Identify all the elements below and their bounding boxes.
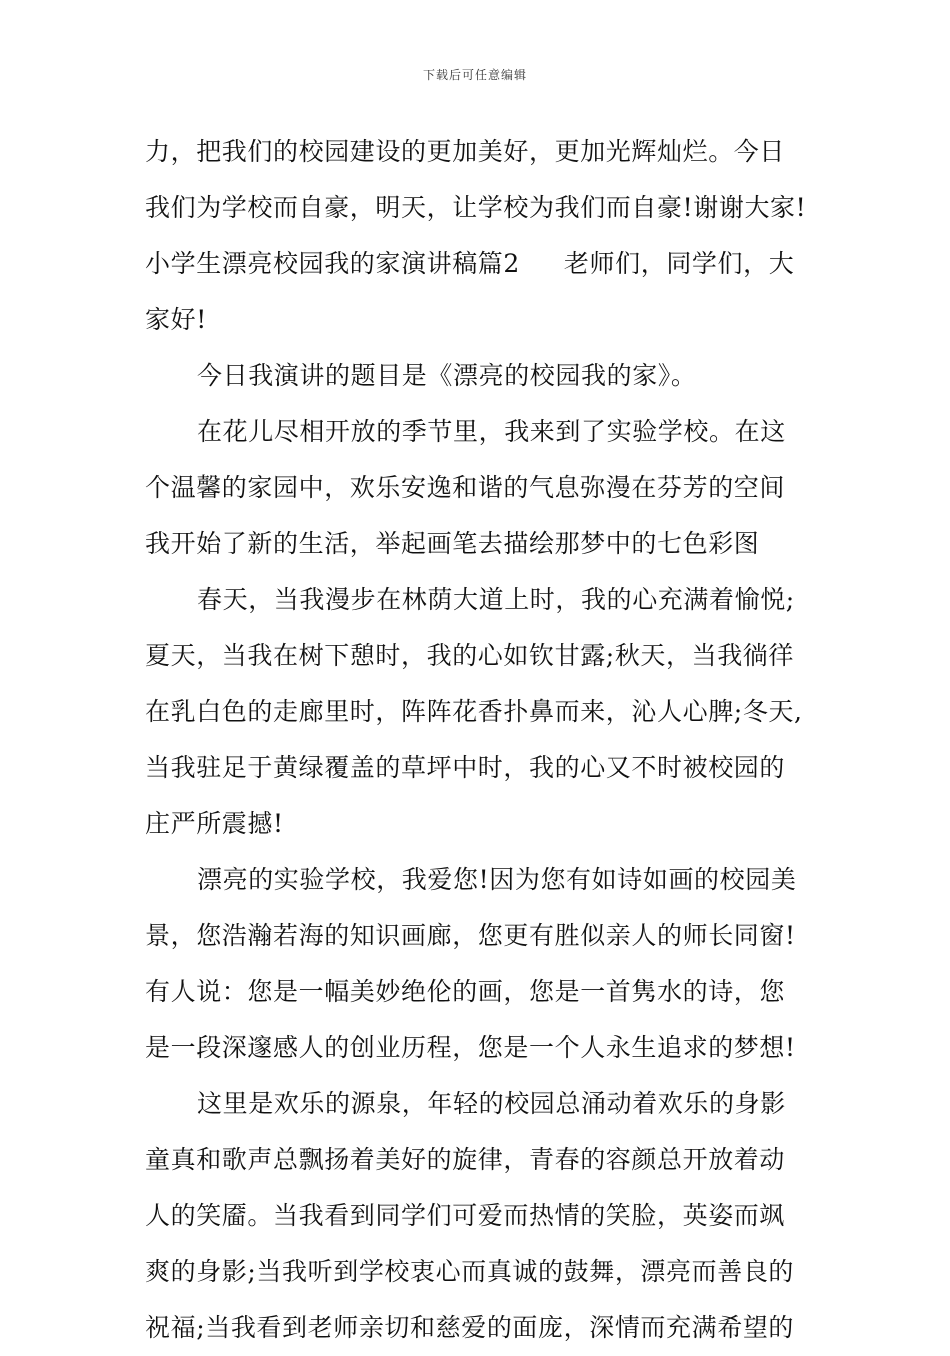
text-line: 人的笑靥。当我看到同学们可爱而热情的笑脸，英姿而飒 [145,1201,786,1230]
paragraph-start: 这里是欢乐的源泉，年轻的校园总涌动着欢乐的身影 [197,1089,786,1118]
text-line: 家好! [145,305,207,334]
text-line: 当我驻足于黄绿覆盖的草坪中时，我的心又不时被校园的 [145,753,786,782]
paragraph-start: 春天，当我漫步在林荫大道上时，我的心充满着愉悦; [197,585,795,614]
paragraph-start: 在花儿尽相开放的季节里，我来到了实验学校。在这 [197,417,786,446]
text-line: 童真和歌声总飘扬着美好的旋律，青春的容颜总开放着动 [145,1145,786,1174]
section-heading: 小学生漂亮校园我的家演讲稿篇2 [145,249,520,278]
text-line: 夏天，当我在树下憩时，我的心如钦甘露;秋天，当我徜徉 [145,641,795,670]
page-header: 下载后可任意编辑 [422,68,527,82]
paragraph-start: 漂亮的实验学校，我爱您!因为您有如诗如画的校园美 [197,865,797,894]
document-body [145,124,815,1356]
text-line: 个温馨的家园中，欢乐安逸和谐的气息弥漫在芬芳的空间 [145,473,786,502]
text-line: 有人说：您是一幅美妙绝伦的画，您是一首隽水的诗，您 [145,977,786,1006]
paragraph-start: 今日我演讲的题目是《漂亮的校园我的家》。 [197,361,697,390]
text-line: 我们为学校而自豪，明天，让学校为我们而自豪!谢谢大家! [145,193,807,222]
text-line: 爽的身影;当我听到学校衷心而真诚的鼓舞，漂亮而善良的 [145,1257,795,1286]
text-line [145,236,815,292]
text-line: 景，您浩瀚若海的知识画廊，您更有胜似亲人的师长同窗! [145,921,796,950]
text-line: 我开始了新的生活，举起画笔去描绘那梦中的七色彩图 [145,529,760,558]
text-line: 是一段深邃感人的创业历程，您是一个人永生追求的梦想! [145,1033,796,1062]
text-line: 力，把我们的校园建设的更加美好，更加光辉灿烂。今日 [145,137,786,166]
text-fragment: 老师们，同学们，大 [563,249,795,278]
text-line: 在乳白色的走廊里时，阵阵花香扑鼻而来，沁人心脾;冬天, [145,697,803,726]
text-line: 祝福;当我看到老师亲切和慈爱的面庞，深情而充满希望的 [145,1313,795,1342]
text-line: 庄严所震撼! [145,809,284,838]
